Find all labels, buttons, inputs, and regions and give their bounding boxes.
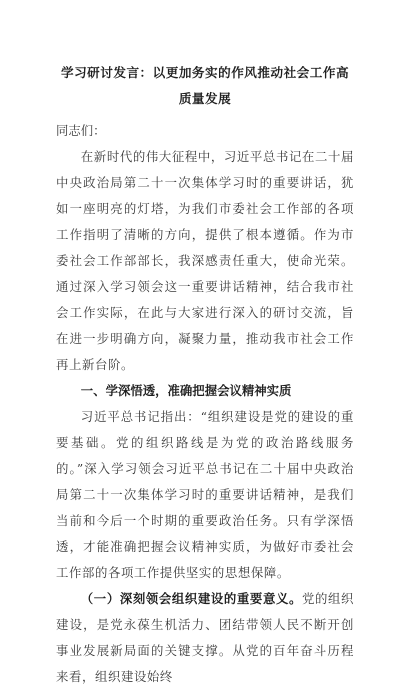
intro-paragraph: 在新时代的伟大征程中，习近平总书记在二十届中央政治局第二十一次集体学习时的重要讲话，犹如一座明亮的灯塔，为我们市委社会工作部的各项工作指明了清晰的方向，提供了根本遵循。作为市委社会工作部部长，我深感责任重大，使命光荣。通过深入学习领会这一重要讲话精神，结合我市社会工作实际，在此与大家进行深入的研讨交流，旨在进一步明确方向，凝聚力量，推动我市社会工作再上新台阶。 [56, 149, 354, 372]
salutation: 同志们： [56, 123, 106, 138]
subsection-1-lead: （一）深刻领会组织建设的重要意义。 [80, 591, 302, 606]
subsection-1-text: 党的组织建设，是党永葆生机活力、团结带领人民不断开创事业发展新局面的关键支撑。从党的百年奋斗历程来看，组织建设始终 [56, 591, 355, 684]
document-title: 学习研讨发言：以更加务实的作风推动社会工作高质量发展 [60, 65, 350, 106]
section-1-heading: 一、学深悟透，准确把握会议精神实质 [80, 383, 292, 398]
section-1-paragraph: 习近平总书记指出：“组织建设是党的建设的重要基础。党的组织路线是为党的政治路线服务的。”深入学习领会习近平总书记在二十届中央政治局第二十一次集体学习时的重要讲话精神，是我们当前和今后一个时期的重要政治任务。只有学深悟透，才能准确把握会议精神实质，为做好市委社会工作部的各项工作提供坚实的思想保障。 [56, 409, 354, 580]
subsection-1-paragraph [56, 586, 354, 690]
